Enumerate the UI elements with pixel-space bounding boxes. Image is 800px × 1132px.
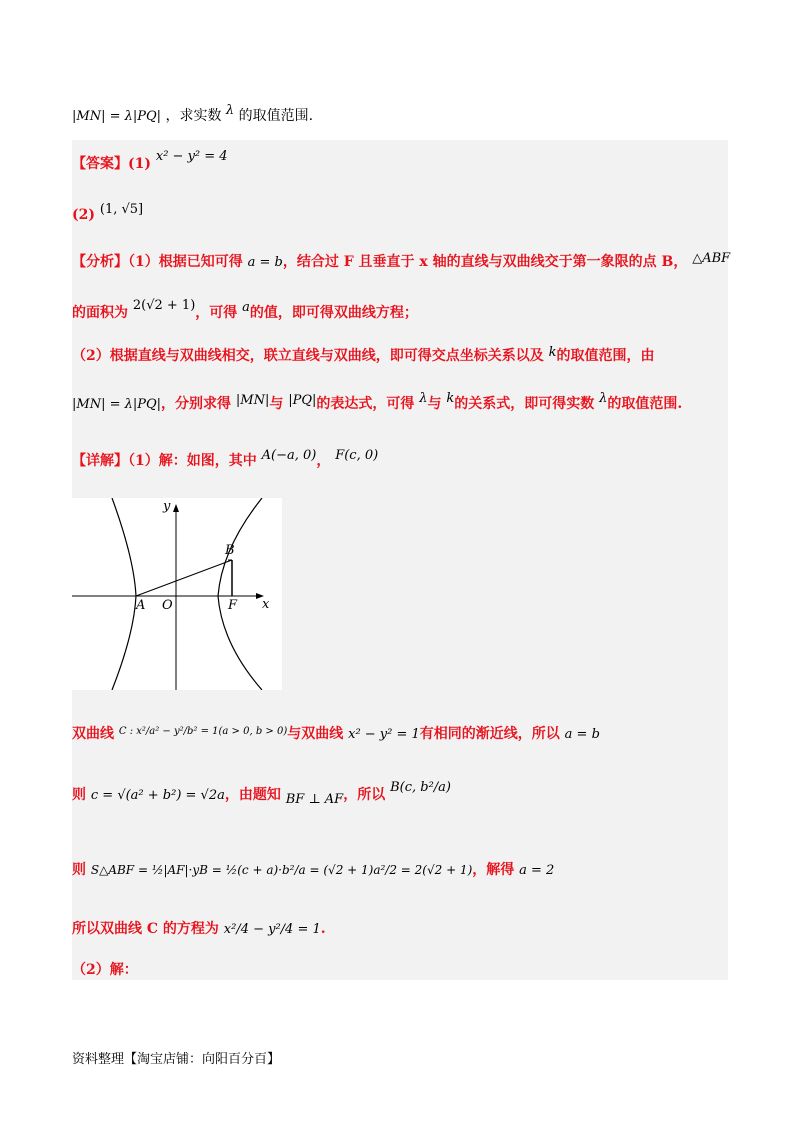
solution-s5: （2）解： (72, 962, 138, 978)
solution-s1m2: x² − y² = 1 (348, 727, 420, 742)
detail-m2: F(c, 0) (335, 448, 379, 463)
solution-s1c: 有相同的渐近线，所以 (419, 726, 560, 742)
analysis-p4c: 的表达式，可得 (316, 396, 415, 412)
solution-s1m1: C : x²/a² − y²/b² = 1(a > 0, b > 0) (118, 726, 288, 737)
answer-line-1 (72, 149, 228, 175)
analysis-p4a: ，分别求得 (161, 396, 232, 412)
solution-line-3 (72, 860, 554, 881)
analysis-p4m5: k (446, 391, 455, 406)
solution-s4a: 所以双曲线 C 的方程为 (72, 921, 219, 937)
solution-s2c: ，所以 (343, 787, 386, 803)
analysis-p1m1: a = b (247, 255, 283, 270)
analysis-p4m2: |MN| (235, 393, 270, 408)
answer-label2: (2) (72, 207, 95, 223)
solution-s2m2: BF ⊥ AF (285, 792, 344, 807)
analysis-line-2 (72, 298, 418, 324)
solution-s3a: 则 (72, 862, 86, 878)
analysis-p4d: 与 (427, 396, 442, 412)
analysis-p1m2: △ABF (692, 251, 731, 266)
solution-s2b: ，由题知 (224, 787, 281, 803)
answer-label: 【答案】(1) (72, 156, 151, 172)
analysis-p3m: k (548, 345, 557, 360)
segment-ab (136, 560, 232, 596)
solution-s2m3: B(c, b²/a) (390, 780, 451, 795)
answer-line-2 (72, 202, 144, 226)
analysis-p3b: 的取值范围，由 (556, 348, 655, 364)
label-x: x (262, 597, 270, 612)
solution-line-4 (72, 919, 326, 940)
analysis-p4m: |MN| = λ|PQ| (72, 397, 162, 412)
footer-note: 资料整理【淘宝店铺：向阳百分百】 (72, 1052, 281, 1067)
label-a: A (136, 598, 146, 613)
solution-s1b: 与双曲线 (287, 726, 344, 742)
hyperbola-figure (72, 498, 282, 690)
detail-sep: ， (316, 453, 331, 469)
analysis-p4m6: λ (599, 391, 608, 406)
solution-line-1 (72, 724, 600, 746)
label-f: F (228, 598, 238, 613)
solution-line-5 (72, 960, 138, 980)
hyperbola-left-branch (112, 498, 136, 690)
analysis-p4e: 的关系式，即可得实数 (454, 396, 595, 412)
solution-s2m1: c = √(a² + b²) = √2a (90, 788, 225, 803)
label-b: B (225, 543, 235, 558)
detail-p1: （1）解：如图，其中 (128, 453, 257, 469)
solution-line-2 (72, 780, 451, 807)
analysis-p2c: 的值，即可得双曲线方程； (249, 305, 418, 321)
analysis-line-3 (72, 346, 655, 367)
intro-text2: 的取值范围. (238, 108, 314, 124)
analysis-label: 【分析】 (72, 254, 128, 270)
analysis-p2b: ，可得 (195, 305, 238, 321)
intro-text: ，求实数 (165, 108, 222, 124)
intro-line (72, 103, 314, 127)
answer-eq2: (1, √5] (99, 202, 144, 217)
analysis-p1a: （1）根据已知可得 (128, 254, 243, 270)
detail-line (72, 448, 379, 472)
analysis-p2m: 2(√2 + 1) (132, 298, 196, 313)
detail-label: 【详解】 (72, 453, 128, 469)
hyperbola-svg (72, 498, 282, 690)
y-axis-arrow (173, 504, 179, 512)
detail-m1: A(−a, 0) (261, 448, 317, 463)
solution-s4b: . (320, 921, 326, 937)
label-y: y (163, 499, 171, 514)
solution-s1a: 双曲线 (72, 726, 114, 742)
analysis-p4m3: |PQ| (288, 393, 317, 408)
solution-s3m2: a = 2 (519, 863, 555, 878)
solution-s2a: 则 (72, 787, 86, 803)
solution-s1m3: a = b (564, 727, 600, 742)
analysis-line-1 (72, 252, 730, 273)
analysis-p4b: 与 (269, 396, 284, 412)
solution-s4m: x²/4 − y²/4 = 1 (223, 922, 321, 937)
answer-eq1: x² − y² = 4 (155, 149, 228, 164)
analysis-p2m2: a (242, 300, 250, 315)
hyperbola-right-branch (218, 498, 262, 690)
analysis-p3: （2）根据直线与双曲线相交，联立直线与双曲线，即可得交点坐标关系以及 (72, 348, 544, 364)
analysis-p4f: 的取值范围. (607, 396, 683, 412)
analysis-p1b: ，结合过 F 且垂直于 x 轴的直线与双曲线交于第一象限的点 B， (282, 254, 688, 270)
analysis-p2a: 的面积为 (72, 305, 128, 321)
analysis-line-4 (72, 391, 683, 415)
label-o: O (162, 598, 173, 613)
solution-s3b: ，解得 (472, 862, 515, 878)
analysis-p4m4: λ (419, 391, 428, 406)
intro-lambda: λ (225, 103, 235, 118)
intro-math: |MN| = λ|PQ| (72, 109, 162, 124)
solution-s3m1: S△ABF = ½|AF|·yB = ½(c + a)·b²/a = (√2 + 1)a²/2 = 2(√2 + 1) (90, 863, 473, 877)
